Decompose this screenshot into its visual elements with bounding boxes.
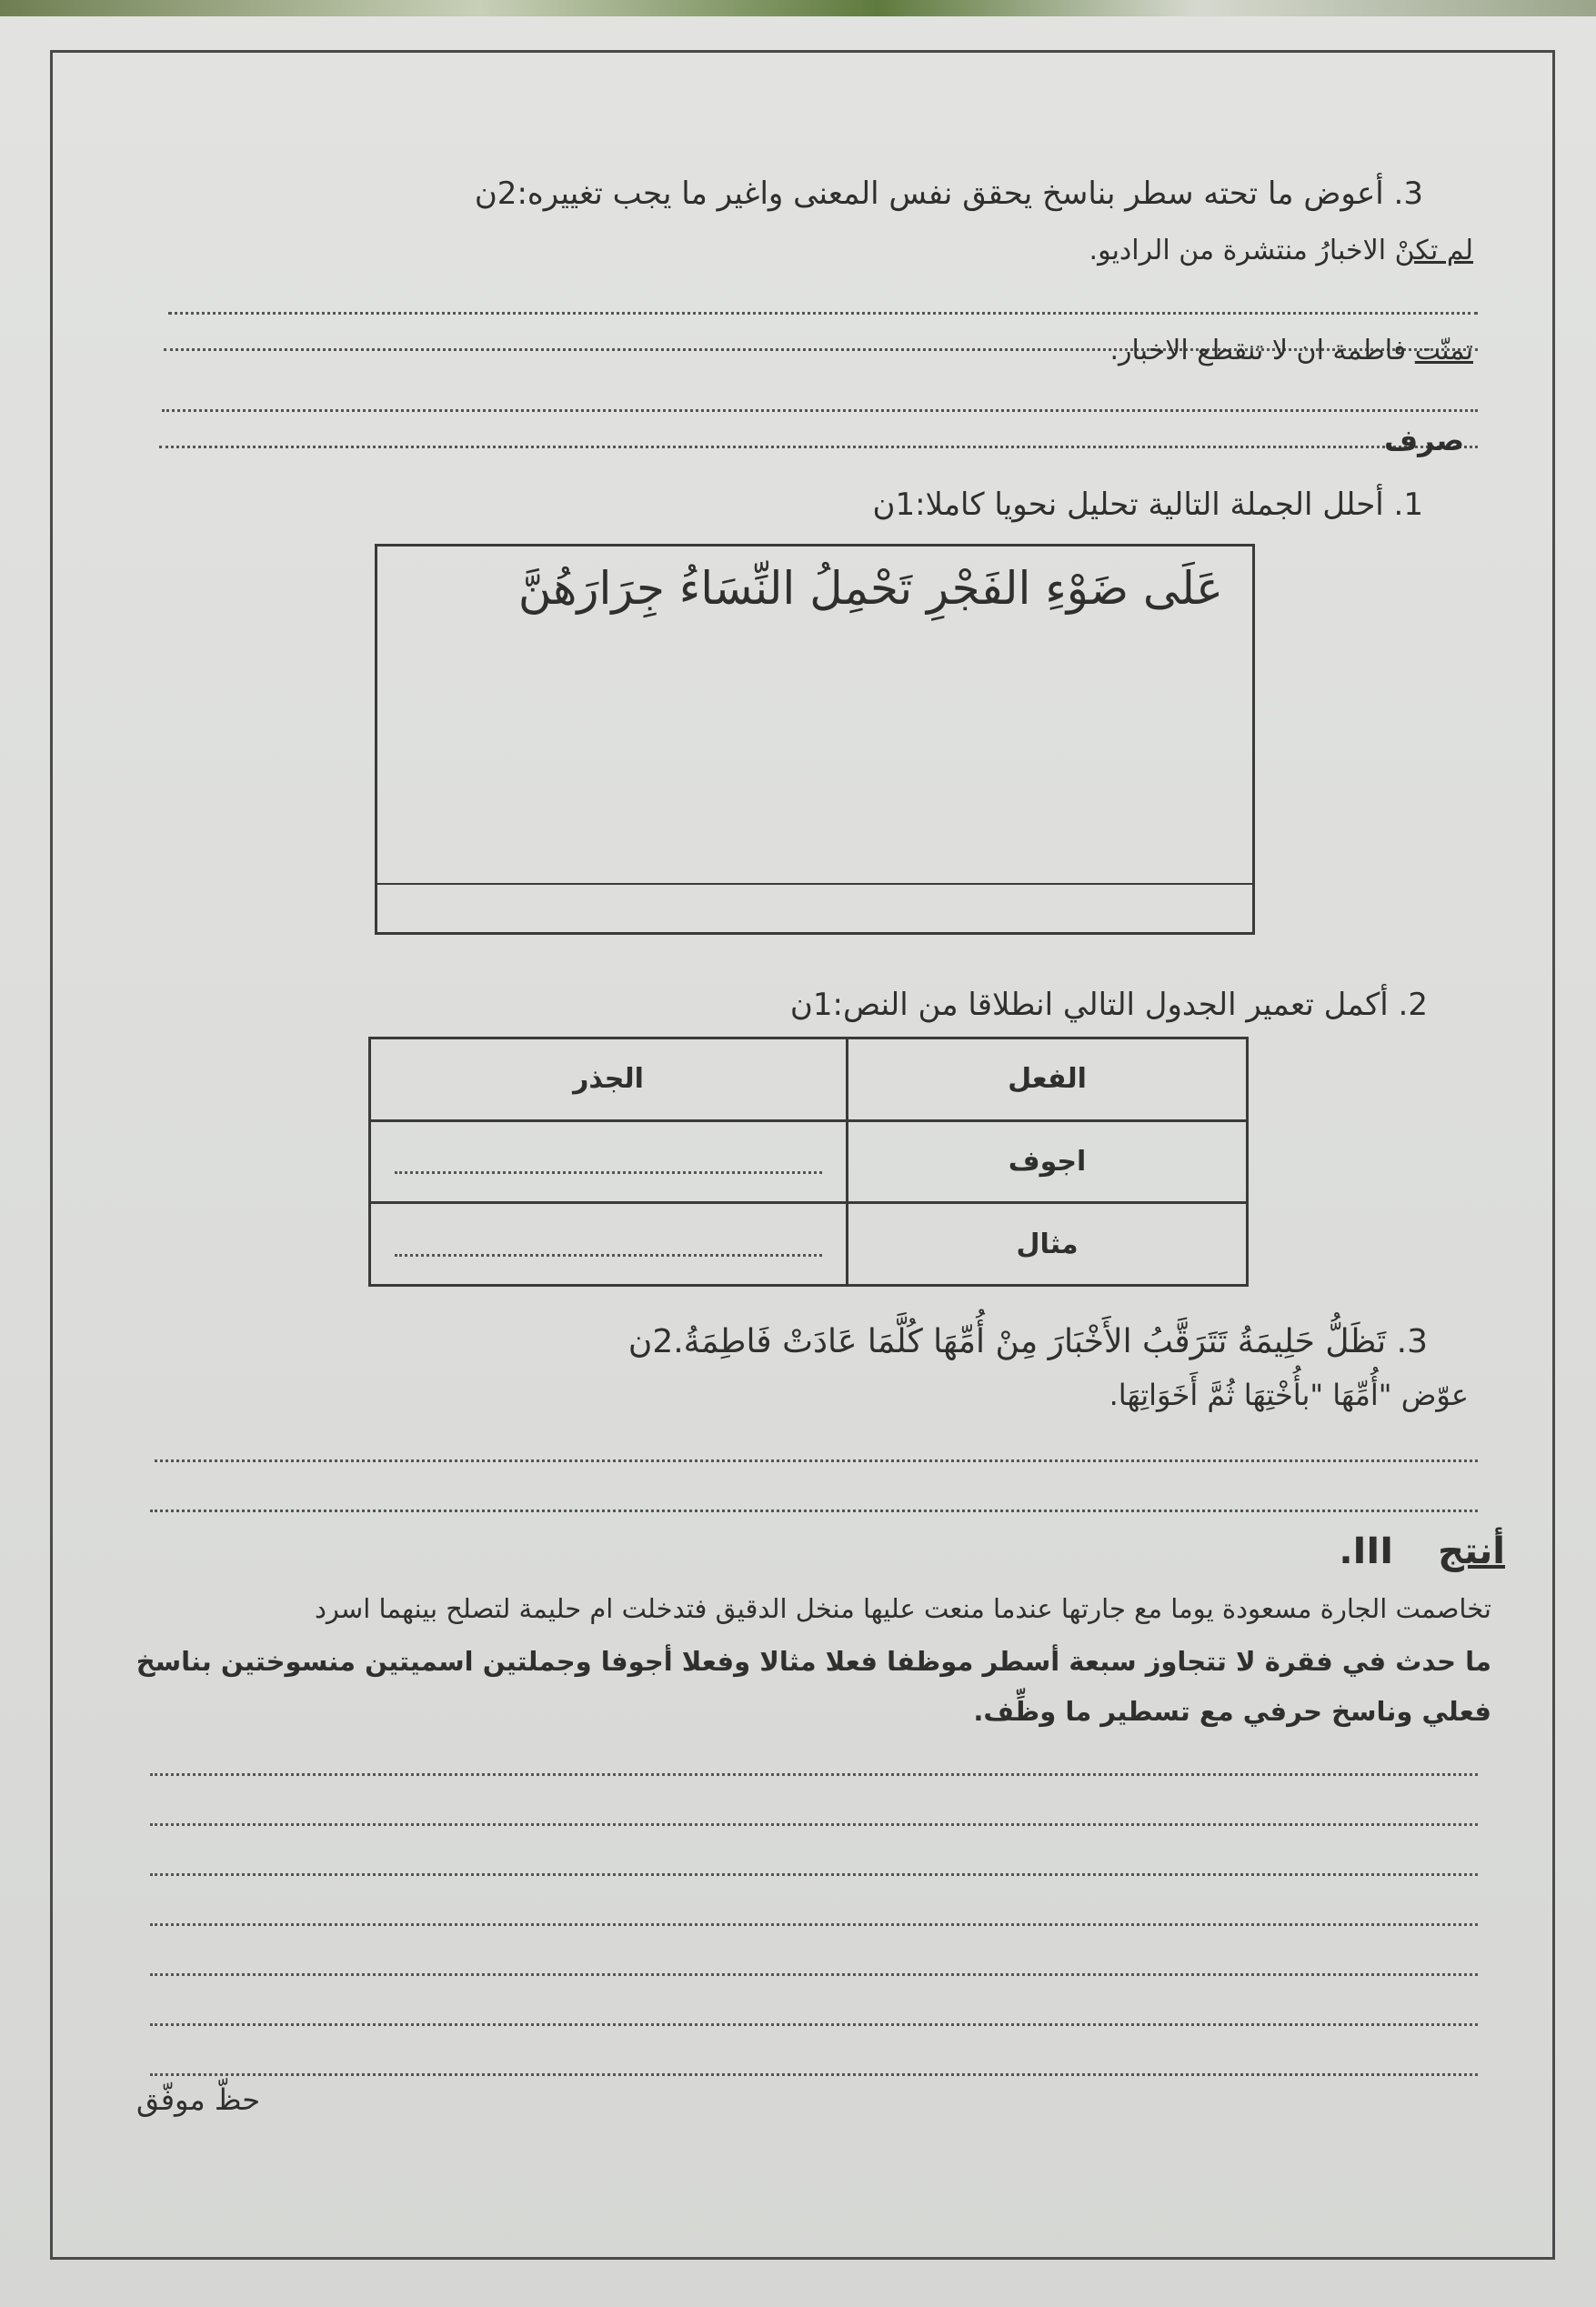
produce-heading [1339, 1530, 1505, 1572]
row-root-answer[interactable] [370, 1203, 848, 1286]
analysis-sentence: عَلَى ضَوْءِ الفَجْرِ تَحْمِلُ النِّسَاءُ جِرَارَهُنَّ [517, 562, 1223, 615]
q1-text: أحلل الجملة التالية تحليل نحويا كاملا:1ن [872, 486, 1384, 523]
table-row [370, 1120, 1248, 1203]
q3-top-instruction [475, 176, 1423, 212]
row-root-answer[interactable] [370, 1120, 848, 1203]
table-header-row [370, 1038, 1248, 1121]
row-verb-type: اجوف [848, 1120, 1248, 1203]
sarf-heading: صرف [1384, 423, 1464, 457]
q2-number: 2. [1398, 987, 1428, 1023]
writing-line[interactable] [150, 2023, 1478, 2026]
answer-line[interactable] [155, 1459, 1478, 1462]
writing-line[interactable] [150, 1823, 1478, 1826]
writing-line[interactable] [150, 2073, 1478, 2076]
answer-line[interactable] [168, 312, 1478, 315]
q1-instruction [872, 486, 1423, 523]
answer-line[interactable] [162, 409, 1478, 412]
writing-line[interactable] [150, 1923, 1478, 1926]
produce-line-1: تخاصمت الجارة مسعودة يوما مع جارتها عندما منعت عليها منخل الدقيق فتدخلت ام حليمة لتصلح بينهما اسرد [315, 1593, 1491, 1624]
q3-top-number: 3. [1393, 176, 1423, 212]
produce-line-3: فعلي وناسخ حرفي مع تسطير ما وظِّف. [973, 1696, 1491, 1727]
writing-line[interactable] [150, 1773, 1478, 1776]
produce-title: أنتج [1438, 1530, 1505, 1572]
produce-number: III. [1339, 1530, 1394, 1572]
sentence-1-rest: الاخبارُ منتشرة من الراديو. [1089, 235, 1387, 266]
q1-number: 1. [1393, 486, 1423, 523]
header-root: الجذر [370, 1038, 848, 1121]
sentence-1-underlined: لم تكنْ [1394, 235, 1473, 266]
writing-line[interactable] [150, 1973, 1478, 1976]
writing-line[interactable] [150, 1873, 1478, 1876]
q3-number: 3. [1396, 1323, 1428, 1360]
q2-text: أكمل تعمير الجدول التالي انطلاقا من النص:1ن [789, 987, 1389, 1023]
root-answer-line[interactable] [395, 1171, 822, 1174]
row-verb-type: مثال [848, 1203, 1248, 1286]
sentence-2-rest: فاطمة ان لا تنقطع الاخبار. [1109, 335, 1407, 366]
q3-top-text: أعوض ما تحته سطر بناسخ يحقق نفس المعنى واغير ما يجب تغييره:2ن [474, 176, 1384, 212]
analysis-box-divider [377, 883, 1252, 885]
q2-instruction [790, 987, 1428, 1023]
answer-line[interactable] [159, 446, 1478, 448]
sentence-2-underlined: تمنّت [1414, 335, 1473, 366]
header-verb: الفعل [848, 1038, 1248, 1121]
q3-text: تَظَلُّ حَلِيمَةُ تَتَرَقَّبُ الأَخْبَارَ مِنْ أُمِّهَا كُلَّمَا عَادَتْ فَاطِمَةُ.2ن [627, 1323, 1387, 1360]
q3-sentence-1 [1089, 235, 1473, 266]
q3-sentence [628, 1323, 1428, 1360]
verb-root-table [368, 1037, 1249, 1287]
q3-instruction: عوّض "أُمِّهَا "بأُخْتِهَا ثُمَّ أَخَوَاتِهَا. [1109, 1378, 1469, 1412]
table-row [370, 1203, 1248, 1286]
q3-sentence-2 [1109, 335, 1473, 366]
closing-wish: حظّ موفّق [136, 2082, 260, 2117]
root-answer-line[interactable] [395, 1254, 822, 1257]
answer-line[interactable] [150, 1510, 1478, 1512]
photo-background-strip [0, 0, 1596, 16]
produce-line-2: ما حدث في فقرة لا تتجاوز سبعة أسطر موظفا فعلا مثالا وفعلا أجوفا وجملتين اسميتين منسوختين بناسخ [136, 1646, 1491, 1677]
